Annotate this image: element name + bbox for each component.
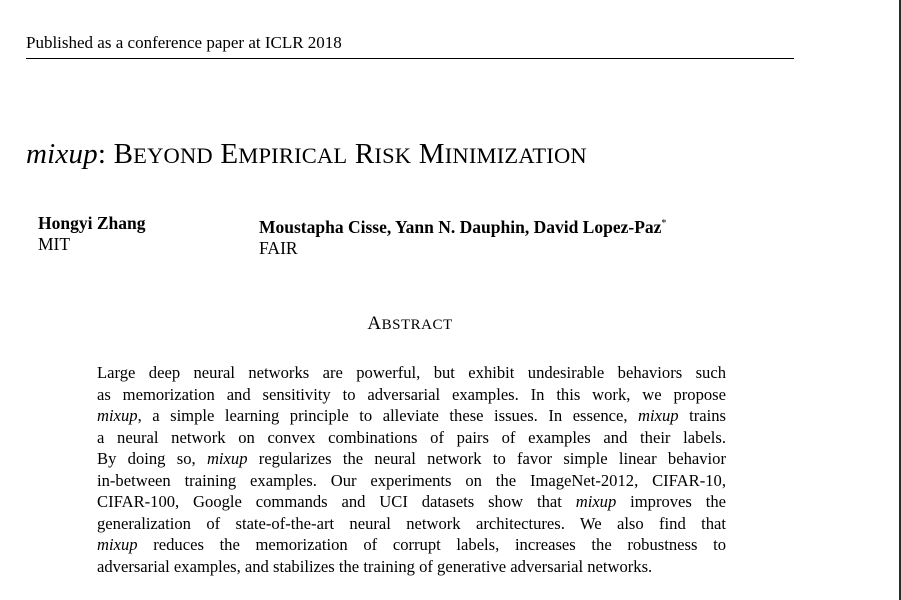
abstract-text: generalization of state-of-the-art neural network architectures. We also find that <box>97 513 726 533</box>
abstract-text: Large deep neural networks are powerful, but exhibit undesirable behaviors such <box>97 363 726 382</box>
abstract-line <box>97 405 726 427</box>
title-word: RISK <box>354 138 412 170</box>
abstract-method-name: mixup <box>97 535 138 554</box>
abstract-text: as memorization and sensitivity to adversarial examples. In this work, we propose <box>97 384 726 404</box>
author-affiliation: MIT <box>38 234 71 254</box>
abstract-method-name: mixup <box>575 492 617 511</box>
abstract-line <box>97 534 726 556</box>
abstract-method-name: mixup <box>206 449 248 468</box>
abstract-text: improves the <box>616 492 727 511</box>
author-names: Hongyi Zhang <box>38 213 146 233</box>
abstract-line <box>97 362 726 384</box>
abstract-body <box>97 362 726 577</box>
abstract-line <box>97 556 726 578</box>
header-rule <box>26 58 794 59</box>
author-block-mit <box>38 213 145 255</box>
abstract-method-name: mixup <box>638 406 679 425</box>
paper-title <box>26 136 587 174</box>
abstract-line <box>97 491 726 513</box>
abstract-text: regularizes the neural network to favor simple linear behavior <box>247 449 726 468</box>
abstract-text: , a simple learning principle to alleviate these issues. In essence, <box>137 406 639 425</box>
title-word: MINIMIZATION <box>418 138 587 170</box>
abstract-line <box>97 448 726 470</box>
running-header: Published as a conference paper at ICLR 2018 <box>26 33 342 52</box>
abstract-heading: ABSTRACT <box>367 313 453 334</box>
author-block-fair <box>259 213 666 259</box>
title-word: BEYOND <box>113 138 213 170</box>
abstract-text: trains <box>678 406 726 425</box>
title-colon: : <box>97 138 107 170</box>
abstract-text: a neural network on convex combinations of pairs of examples and their labels. <box>97 427 726 447</box>
abstract-line <box>97 513 726 535</box>
abstract-text: in-between training examples. Our experiments on the ImageNet-2012, CIFAR-10, <box>97 470 726 490</box>
title-method-name: mixup <box>26 138 98 170</box>
abstract-method-name: mixup <box>97 406 138 425</box>
author-names: Moustapha Cisse, Yann N. Dauphin, David Lopez-Paz* <box>259 217 667 237</box>
abstract-text: CIFAR-100, Google commands and UCI datasets show that <box>97 492 576 511</box>
author-footnote-mark: * <box>661 218 667 229</box>
abstract-text: By doing so, <box>97 449 207 468</box>
abstract-line <box>97 470 726 492</box>
abstract-line <box>97 427 726 449</box>
title-word: EMPIRICAL <box>220 138 348 170</box>
author-affiliation: FAIR <box>259 238 298 258</box>
abstract-text: reduces the memorization of corrupt labels, increases the robustness to <box>137 535 726 554</box>
abstract-text: adversarial examples, and stabilizes the training of generative adversarial networks. <box>97 556 653 576</box>
abstract-line <box>97 384 726 406</box>
